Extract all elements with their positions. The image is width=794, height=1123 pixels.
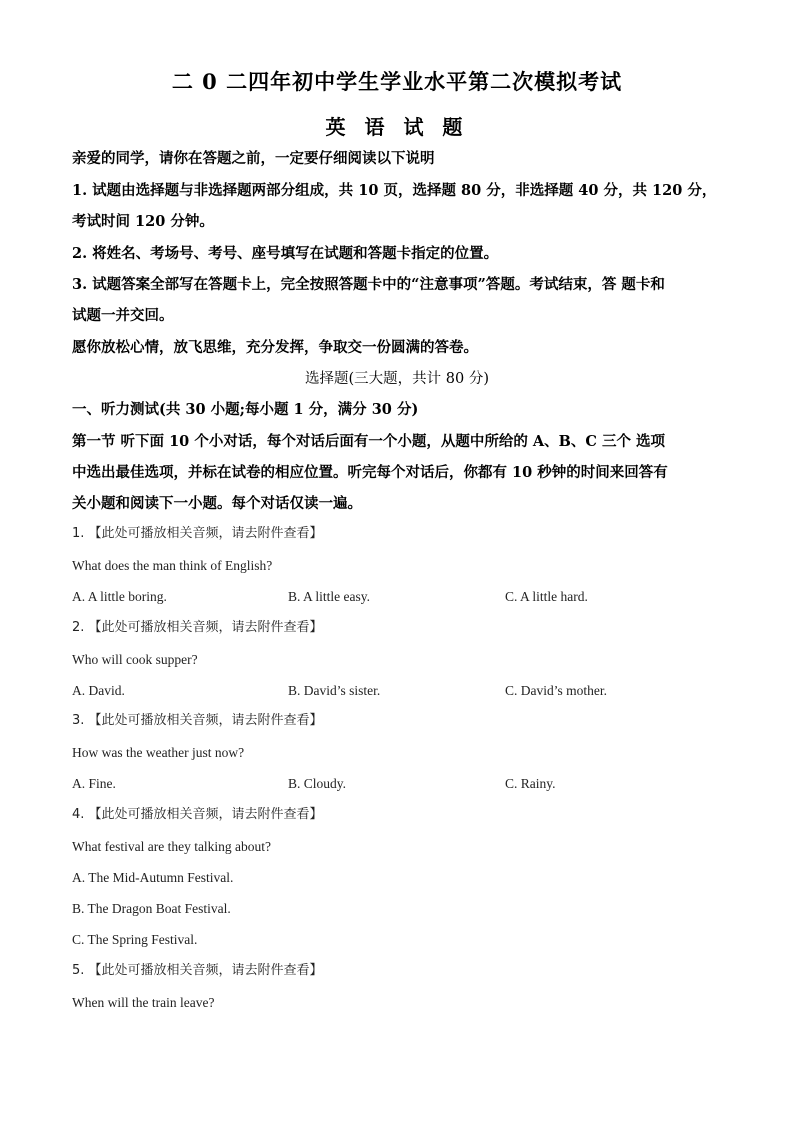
instruction-3-line1: 3. 试题答案全部写在答题卡上，完全按照答题卡中的“注意事项”答题。考试结束，答 题卡和 — [72, 276, 665, 293]
question-1-audio-note: 1. 【此处可播放相关音频，请去附件查看】 — [72, 526, 323, 541]
question-4-option-a: A. The Mid-Autumn Festival. — [72, 870, 234, 885]
question-4-option-b: B. The Dragon Boat Festival. — [72, 901, 231, 916]
question-4-audio-note: 4. 【此处可播放相关音频，请去附件查看】 — [72, 807, 323, 822]
part1-desc-line3: 关小题和阅读下一小题。每个对话仅读一遍。 — [72, 495, 362, 512]
question-2-option-c: C. David’s mother. — [505, 683, 607, 698]
question-4-text: What festival are they talking about? — [72, 839, 272, 854]
question-3-option-b: B. Cloudy. — [288, 776, 347, 791]
section-heading: 选择题(三大题，共计 80 分) — [305, 371, 489, 387]
instruction-1-line2: 考试时间 120 分钟。 — [72, 213, 214, 230]
question-3-audio-note: 3. 【此处可播放相关音频，请去附件查看】 — [72, 713, 323, 728]
question-4-option-c: C. The Spring Festival. — [72, 932, 198, 947]
question-3-text: How was the weather just now? — [72, 745, 245, 760]
part1-desc-line2: 中选出最佳选项，并标在试卷的相应位置。听完每个对话后，你都有 10 秒钟的时间来回答有 — [72, 464, 668, 481]
question-2-audio-note: 2. 【此处可播放相关音频，请去附件查看】 — [72, 620, 323, 635]
exam-title: 二 0 二四年初中学生学业水平第二次模拟考试 — [171, 69, 623, 94]
instruction-2: 2. 将姓名、考场号、考号、座号填写在试题和答题卡指定的位置。 — [72, 245, 499, 262]
question-2-option-a: A. David. — [72, 683, 125, 698]
question-3-option-c: C. Rainy. — [505, 776, 556, 791]
part1-heading: 一、听力测试(共 30 小题;每小题 1 分，满分 30 分) — [72, 401, 419, 418]
question-3-option-a: A. Fine. — [72, 776, 116, 791]
question-1-text: What does the man think of English? — [72, 558, 273, 573]
question-1-option-b: B. A little easy. — [288, 589, 370, 604]
instructions-intro: 亲爱的同学，请你在答题之前，一定要仔细阅读以下说明 — [72, 150, 435, 167]
exam-subject: 英 语 试 题 — [325, 115, 469, 139]
question-5-text: When will the train leave? — [72, 995, 215, 1010]
part1-desc-line1: 第一节 听下面 10 个小对话，每个对话后面有一个小题，从题中所给的 A、B、C 三个 选项 — [72, 433, 666, 450]
question-1-option-a: A. A little boring. — [72, 589, 167, 604]
instruction-3-line2: 试题一并交回。 — [72, 307, 174, 324]
question-2-option-b: B. David’s sister. — [288, 683, 381, 698]
question-5-audio-note: 5. 【此处可播放相关音频，请去附件查看】 — [72, 963, 323, 978]
question-2-text: Who will cook supper? — [72, 652, 198, 667]
question-1-option-c: C. A little hard. — [505, 589, 588, 604]
instructions-wish: 愿你放松心情，放飞思维，充分发挥，争取交一份圆满的答卷。 — [72, 339, 478, 356]
instruction-1-line1: 1. 试题由选择题与非选择题两部分组成，共 10 页，选择题 80 分，非选择题 40 分，共 120 分， — [72, 182, 717, 199]
